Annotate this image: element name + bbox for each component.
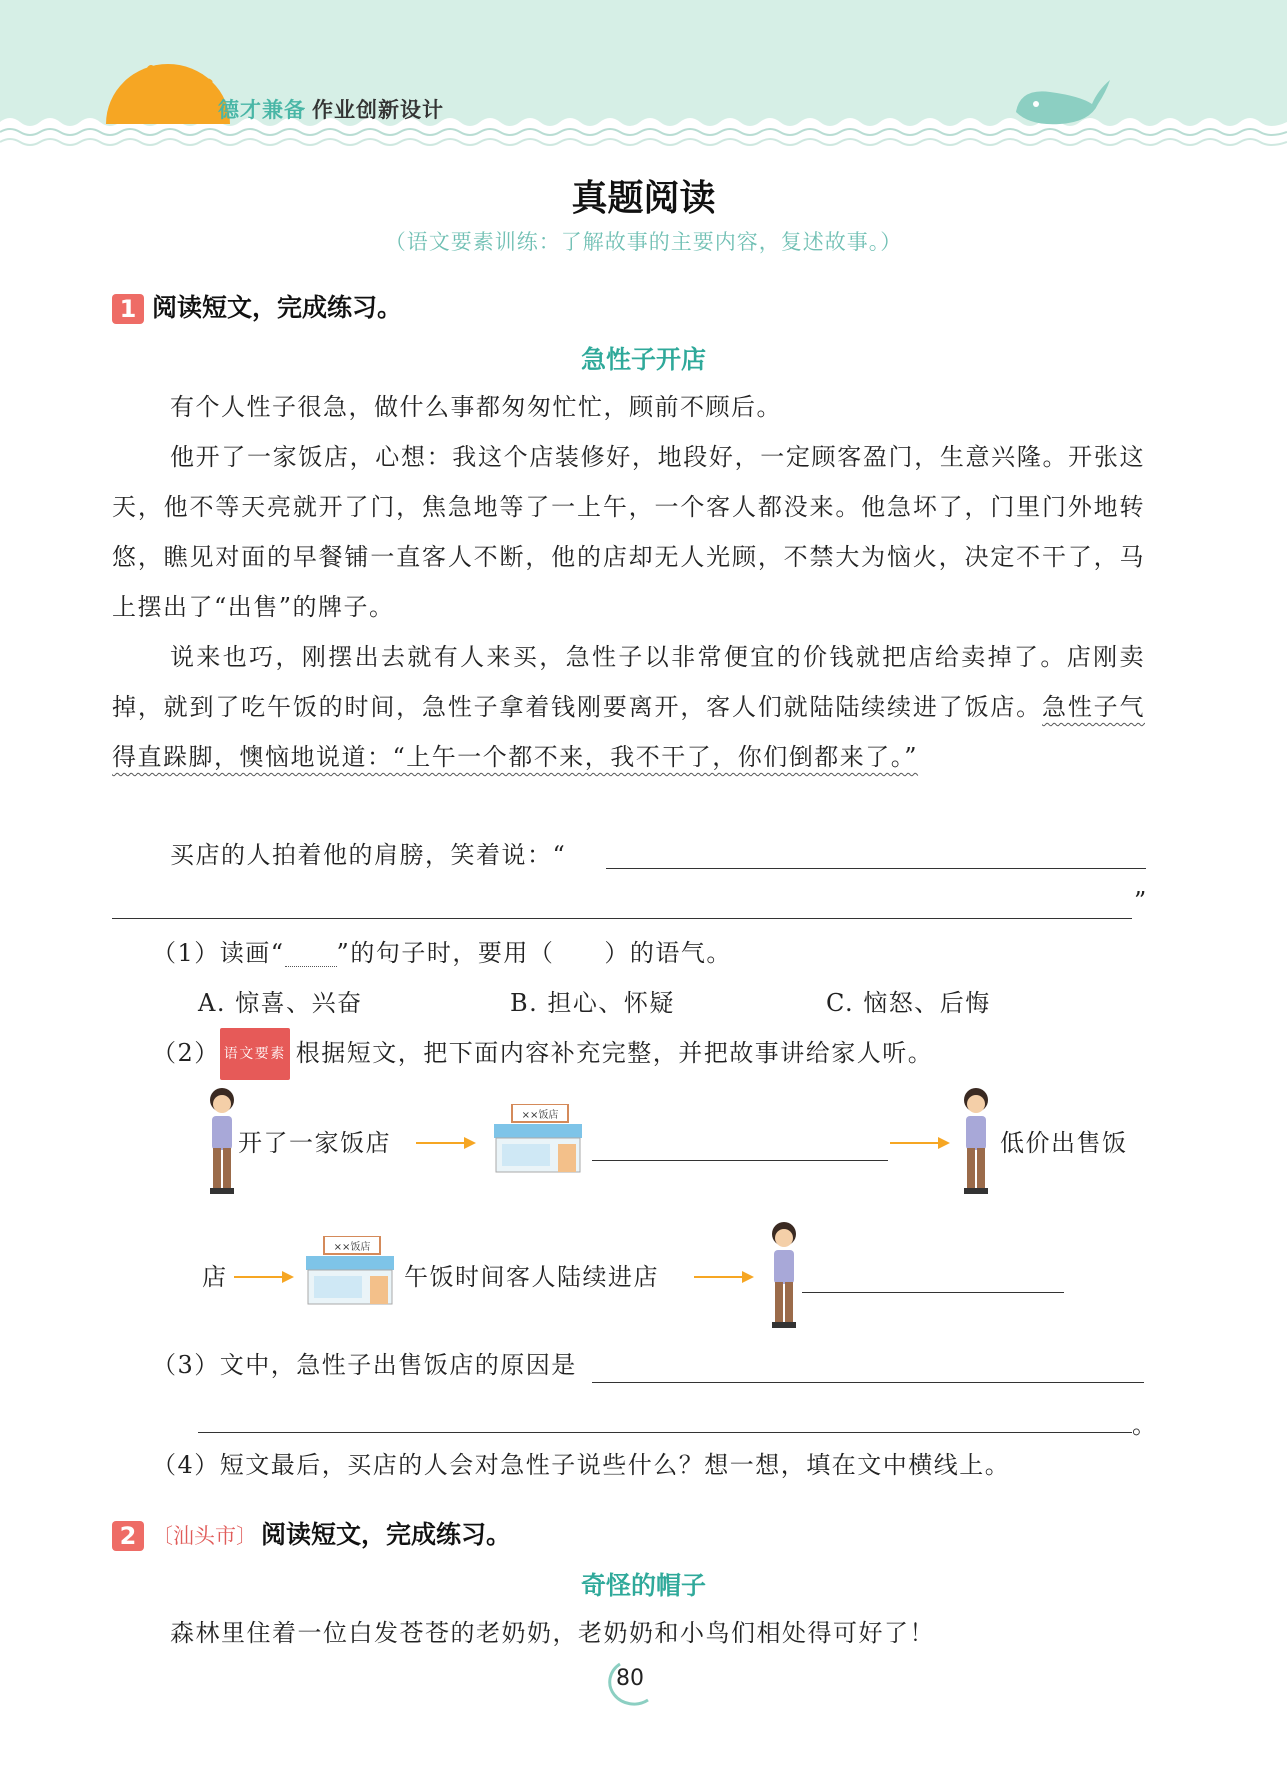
- shop-image: [488, 1104, 588, 1180]
- answer-line-flow-1[interactable]: [592, 1160, 888, 1161]
- language-element-chip: 语文要素: [220, 1028, 290, 1080]
- flow-step-3: 店: [202, 1263, 228, 1291]
- q2-instruction: 阅读短文，完成练习。: [261, 1520, 512, 1549]
- sun-icon: [106, 64, 230, 124]
- arrow-right-icon: [234, 1270, 294, 1284]
- q1-sub3: （3）文中，急性子出售饭店的原因是: [152, 1351, 577, 1379]
- page-subtitle: （语文要素训练：了解故事的主要内容，复述故事。）: [384, 230, 903, 254]
- whale-eye-icon: [1033, 101, 1039, 107]
- page-header: [0, 0, 1287, 160]
- q1-sub2: （2） 语文要素 根据短文，把下面内容补充完整，并把故事讲给家人听。: [152, 1028, 933, 1080]
- q1-close-quote: ”: [1134, 887, 1148, 915]
- boy-figure-icon: [762, 1220, 806, 1334]
- header-decoration: [0, 0, 1287, 160]
- arrow-right-icon: [694, 1270, 754, 1284]
- page-number: 80: [616, 1666, 644, 1691]
- q1-story-title: 急性子开店: [580, 345, 706, 374]
- q2-story-title: 奇怪的帽子: [580, 1571, 706, 1600]
- q1-para3: [112, 632, 1145, 782]
- brand-title: [218, 94, 444, 124]
- page-title: 真题阅读: [571, 178, 716, 219]
- q1-para1: 有个人性子很急，做什么事都匆匆忙忙，顾前不顾后。: [170, 393, 782, 421]
- brand-accent: 德才兼备: [218, 98, 306, 122]
- answer-line-story-end[interactable]: [606, 868, 1146, 869]
- answer-line-story-end-2[interactable]: [112, 918, 1132, 919]
- answer-line-flow-2[interactable]: [802, 1292, 1064, 1293]
- q1-para3-plain: 说来也巧，刚摆出去就有人来买，急性子以非常便宜的价钱就把店给卖掉了。店刚卖掉，就到了吃午饭的时间，急性子拿着钱刚要离开，客人们就陆陆续续进了饭店。: [112, 643, 1145, 721]
- arrow-right-icon: [416, 1136, 476, 1150]
- shop-image: [300, 1236, 400, 1312]
- q1-number: 1: [112, 294, 144, 324]
- option-a[interactable]: A. 惊喜、兴奋: [198, 989, 363, 1017]
- q1-para2: 他开了一家饭店，心想：我这个店装修好，地段好，一定顾客盈门，生意兴隆。开张这天，他不等天亮就开了门，焦急地等了一上午，一个客人都没来。他急坏了，门里门外地转悠，瞧见对面的早餐铺一直客人不断，他的店却无人光顾，不禁大为恼火，决定不干了，马上摆出了“出售”的牌子。: [112, 443, 1145, 621]
- q1-heading: [112, 288, 402, 324]
- wavy-line-sample: [285, 942, 337, 967]
- q2-number: 2: [112, 1521, 144, 1551]
- answer-line-reason-1[interactable]: [592, 1382, 1144, 1383]
- q1-sub4: （4）短文最后，买店的人会对急性子说些什么？想一想，填在文中横线上。: [152, 1451, 1011, 1479]
- flow-step-4: 午饭时间客人陆续进店: [404, 1263, 659, 1291]
- option-c[interactable]: C. 恼怒、后悔: [826, 989, 991, 1017]
- shop-sign-text: ××饭店: [333, 1242, 371, 1253]
- brand-rest: 作业创新设计: [312, 98, 444, 122]
- arrow-right-icon: [890, 1136, 950, 1150]
- q2-heading: [112, 1515, 511, 1551]
- q1-sub1: （1）读画“ ”的句子时，要用（ ）的语气。: [152, 939, 732, 967]
- q1-instruction: 阅读短文，完成练习。: [152, 293, 403, 322]
- option-b[interactable]: B. 担心、怀疑: [510, 989, 675, 1017]
- answer-line-reason-2[interactable]: [198, 1432, 1132, 1433]
- flow-step-1: 开了一家饭店: [238, 1129, 391, 1157]
- q2-para1: 森林里住着一位白发苍苍的老奶奶，老奶奶和小鸟们相处得可好了！: [170, 1619, 935, 1647]
- q1-para4: 买店的人拍着他的肩膀，笑着说：“: [170, 841, 567, 869]
- whale-icon: [1016, 80, 1110, 124]
- q1-sub3-end: 。: [1132, 1411, 1158, 1439]
- q1-para3-wavy-sentence: 急性子气得直跺脚，懊恼地说道：“上午一个都不来，我不干了，你们倒都来了。”: [112, 693, 1145, 771]
- boy-figure-icon: [954, 1086, 998, 1200]
- flow-step-2: 低价出售饭: [1000, 1129, 1128, 1157]
- shop-sign-text: ××饭店: [521, 1110, 559, 1121]
- q2-region-tag: 〔汕头市〕: [152, 1524, 257, 1548]
